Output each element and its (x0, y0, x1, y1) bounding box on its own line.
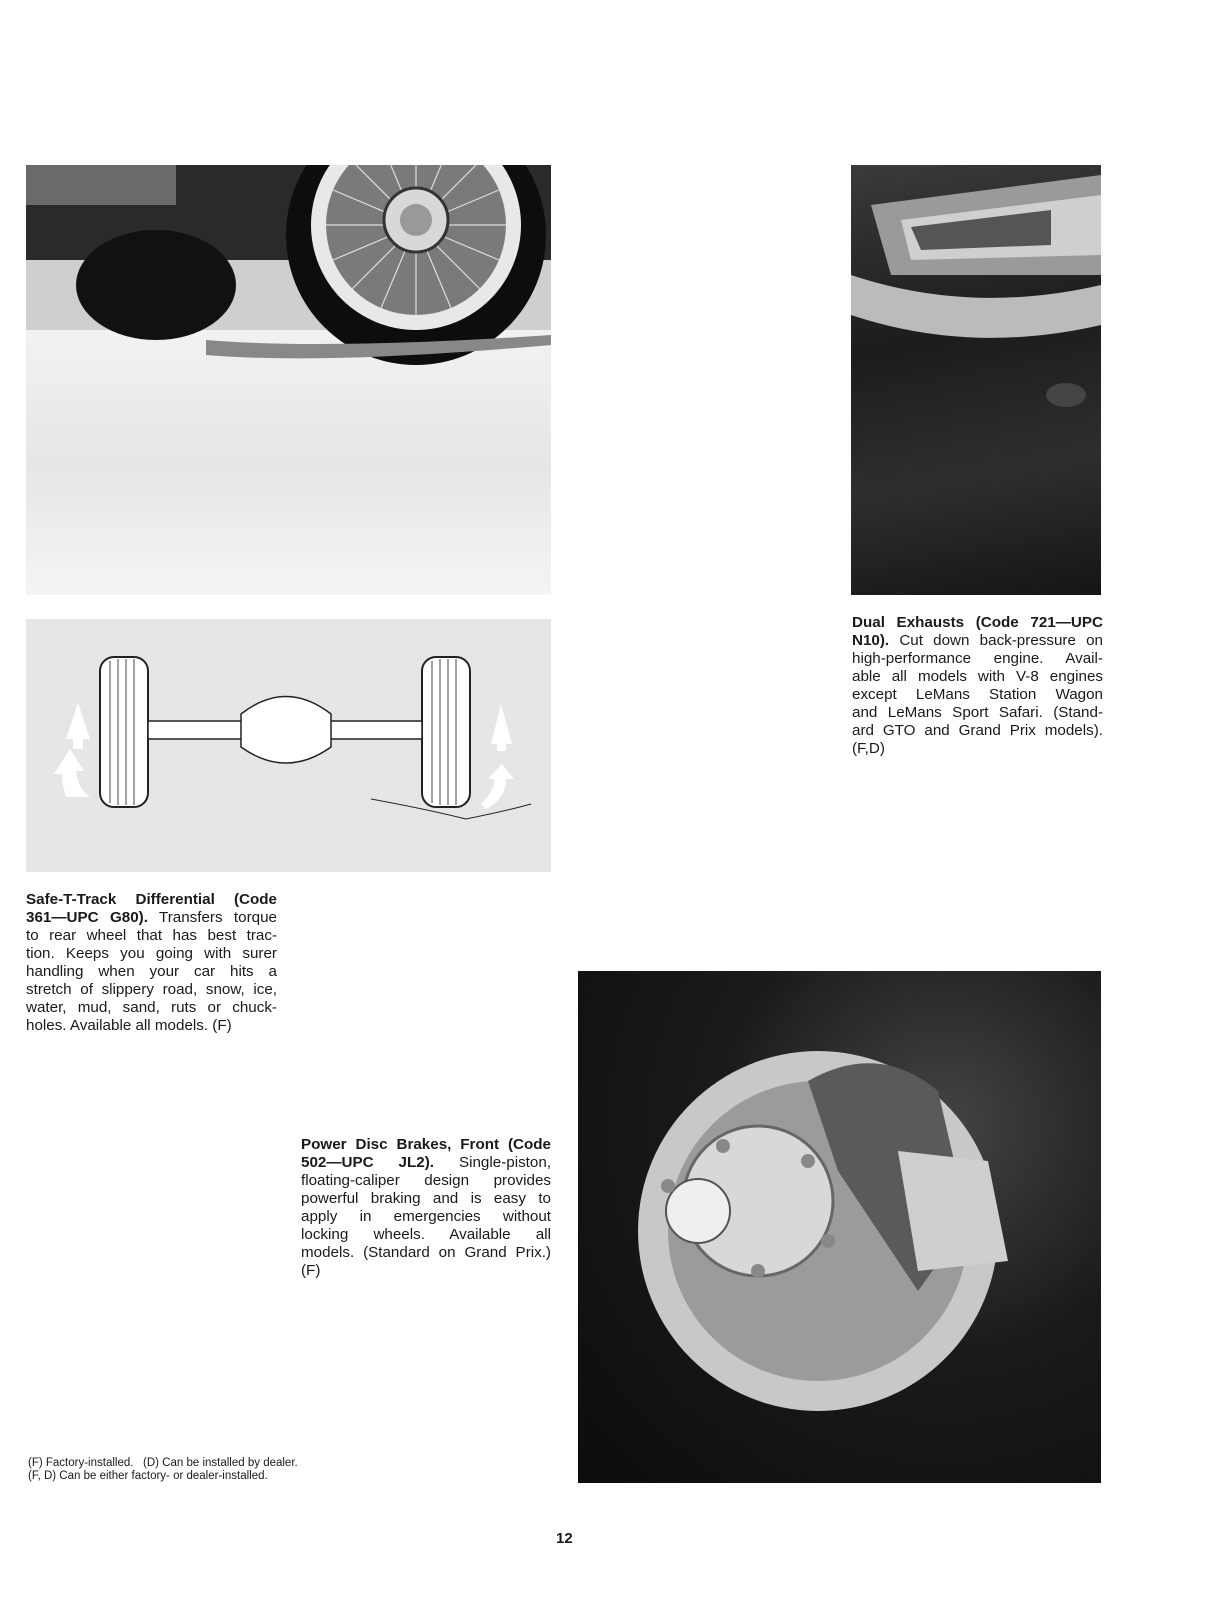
footnote-line-2: (F, D) Can be either factory- or dealer-installed. (28, 1470, 268, 1482)
caption-line (301, 1226, 551, 1244)
caption-text: handling when your car hits a (26, 963, 277, 980)
caption-text: holes. Available all models. (F) (26, 1017, 232, 1034)
caption-heading: Dual Exhausts (Code 721—UPC (852, 614, 1103, 631)
caption-text: high-performance engine. Avail- (852, 650, 1103, 667)
caption-text: (F) (301, 1262, 321, 1279)
caption-text: and LeMans Sport Safari. (Stand- (852, 704, 1103, 721)
caption-heading: N10). (852, 632, 890, 649)
caption-line (26, 999, 277, 1017)
dual-exhaust-photo (851, 165, 1101, 595)
caption-text: water, mud, sand, ruts or chuck- (26, 999, 277, 1016)
caption-line (26, 909, 277, 927)
caption-line (301, 1136, 551, 1154)
caption-text: Transfers torque (147, 909, 278, 926)
caption-text: except LeMans Station Wagon (852, 686, 1103, 703)
caption-line (26, 963, 277, 981)
caption-text: to rear wheel that has best trac- (26, 927, 277, 944)
caption-line (301, 1208, 551, 1226)
caption-heading: 502—UPC JL2). (301, 1154, 435, 1171)
caption-line (301, 1172, 551, 1190)
caption-line (301, 1154, 551, 1172)
caption-line (26, 891, 277, 909)
safe-t-track-diagram (26, 619, 551, 872)
caption-text: Single-piston, (434, 1154, 551, 1171)
page-number: 12 (556, 1530, 573, 1547)
caption-text: tion. Keeps you going with surer (26, 945, 277, 962)
disc-brakes-caption (301, 1136, 551, 1280)
caption-line (852, 632, 1103, 650)
caption-text: ard GTO and Grand Prix models). (852, 722, 1103, 739)
caption-text: apply in emergencies without (301, 1208, 551, 1225)
footnote (28, 1457, 298, 1483)
dual-exhausts-caption (852, 614, 1103, 758)
caption-line (26, 981, 277, 999)
caption-line (852, 650, 1103, 668)
caption-line (26, 1017, 277, 1035)
caption-text: locking wheels. Available all (301, 1226, 551, 1243)
safe-t-track-caption (26, 891, 277, 1035)
caption-text: Cut down back-pressure on (889, 632, 1103, 649)
caption-line (852, 686, 1103, 704)
caption-line (852, 722, 1103, 740)
caption-heading: Power Disc Brakes, Front (Code (301, 1136, 551, 1153)
caption-line (852, 740, 1103, 758)
caption-text: able all models with V-8 engines (852, 668, 1103, 685)
caption-heading: Safe-T-Track Differential (Code (26, 891, 277, 908)
caption-text: floating-caliper design provides (301, 1172, 551, 1189)
caption-text: powerful braking and is easy to (301, 1190, 551, 1207)
caption-line (301, 1262, 551, 1280)
caption-line (26, 927, 277, 945)
caption-text: models. (Standard on Grand Prix.) (301, 1244, 551, 1261)
caption-line (301, 1190, 551, 1208)
caption-line (301, 1244, 551, 1262)
caption-heading: 361—UPC G80). (26, 909, 148, 926)
caption-line (852, 704, 1103, 722)
footnote-line-1: (F) Factory-installed. (D) Can be installed by dealer. (28, 1457, 298, 1469)
wire-wheel-photo (26, 165, 551, 595)
disc-brake-photo (578, 971, 1101, 1483)
caption-text: stretch of slippery road, snow, ice, (26, 981, 277, 998)
caption-line (852, 668, 1103, 686)
caption-text: (F,D) (852, 740, 885, 757)
caption-line (26, 945, 277, 963)
caption-line (852, 614, 1103, 632)
